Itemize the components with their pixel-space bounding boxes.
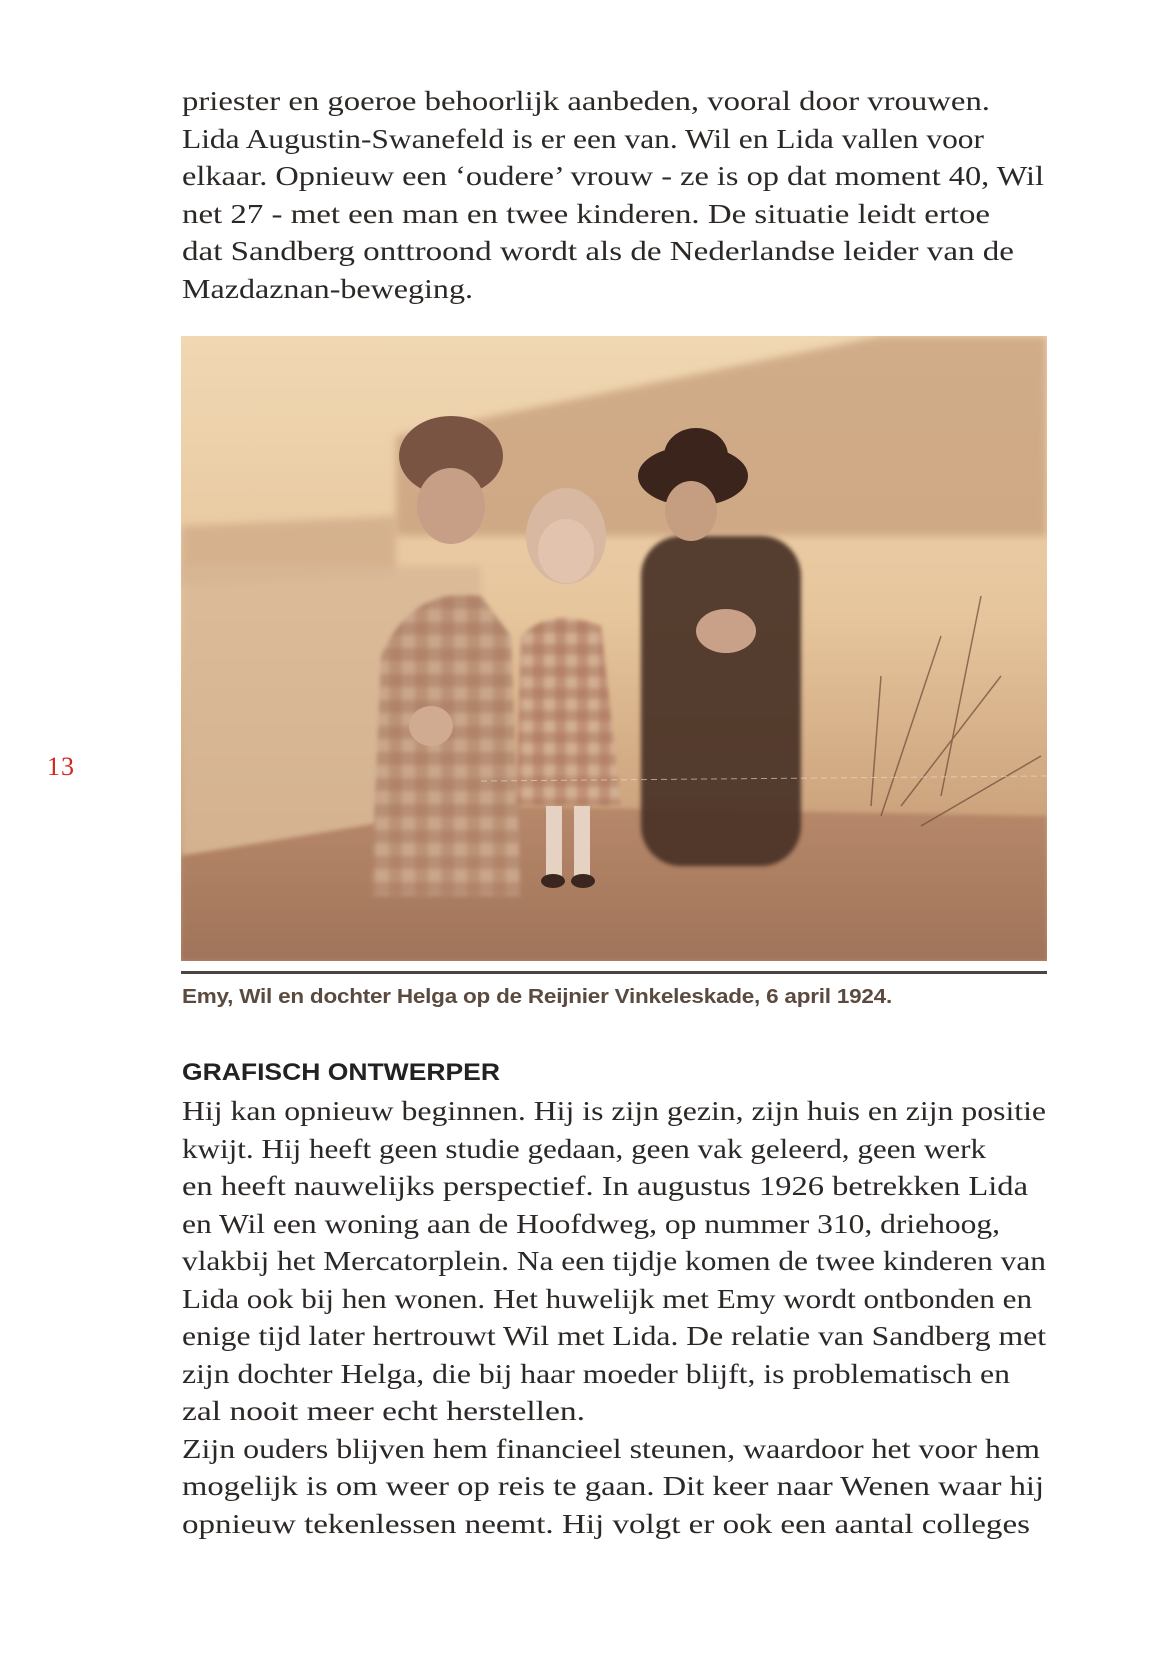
text-line: Mazdaznan-beweging. [182,273,473,304]
text-line: kwijt. Hij heeft geen studie gedaan, geen vak geleerd, geen werk [182,1133,986,1164]
text-line: zal nooit meer echt herstellen. [182,1396,585,1426]
text-line: zijn dochter Helga, die bij haar moeder blijft, is problematisch en [182,1358,1010,1389]
intro-paragraph [182,83,1047,308]
text-line: Lida ook bij hen wonen. Het huwelijk met Emy wordt ontbonden en [182,1283,1032,1314]
text-line: elkaar. Opnieuw een ‘oudere’ vrouw - ze is op dat moment 40, Wil [182,161,1044,191]
page-number: 13 [47,752,75,781]
text-line: net 27 - met een man en twee kinderen. De situatie leidt ertoe [182,198,991,229]
text-line: en Wil een woning aan de Hoofdweg, op nummer 310, driehoog, [182,1208,1000,1239]
section-body [182,1093,1047,1543]
text-line: opnieuw tekenlessen neemt. Hij volgt er ook een aantal colleges [182,1508,1030,1539]
caption-divider [181,971,1047,974]
text-line: Zijn ouders blijven hem financieel steunen, waardoor het voor hem [182,1433,1040,1464]
text-line: mogelijk is om weer op reis te gaan. Dit keer naar Wenen waar hij [182,1471,1044,1501]
text-line: Hij kan opnieuw beginnen. Hij is zijn gezin, zijn huis en zijn positie [182,1096,1046,1126]
text-line: enige tijd later hertrouwt Wil met Lida. De relatie van Sandberg met [182,1321,1046,1351]
text-line: en heeft nauwelijks perspectief. In augustus 1926 betrekken Lida [182,1171,1028,1201]
photo-image [181,336,1047,961]
text-line: vlakbij het Mercatorplein. Na een tijdje komen de twee kinderen van [182,1246,1046,1276]
text-line: dat Sandberg onttroond wordt als de Nederlandse leider van de [182,236,1014,266]
text-line: priester en goeroe behoorlijk aanbeden, vooral door vrouwen. [182,86,990,116]
section-heading: GRAFISCH ONTWERPER [182,1059,500,1086]
photo-caption: Emy, Wil en dochter Helga op de Reijnier Vinkeleskade, 6 april 1924. [182,986,892,1008]
text-line: Lida Augustin-Swanefeld is er een van. Wil en Lida vallen voor [182,123,984,154]
historic-photo [181,336,1047,961]
